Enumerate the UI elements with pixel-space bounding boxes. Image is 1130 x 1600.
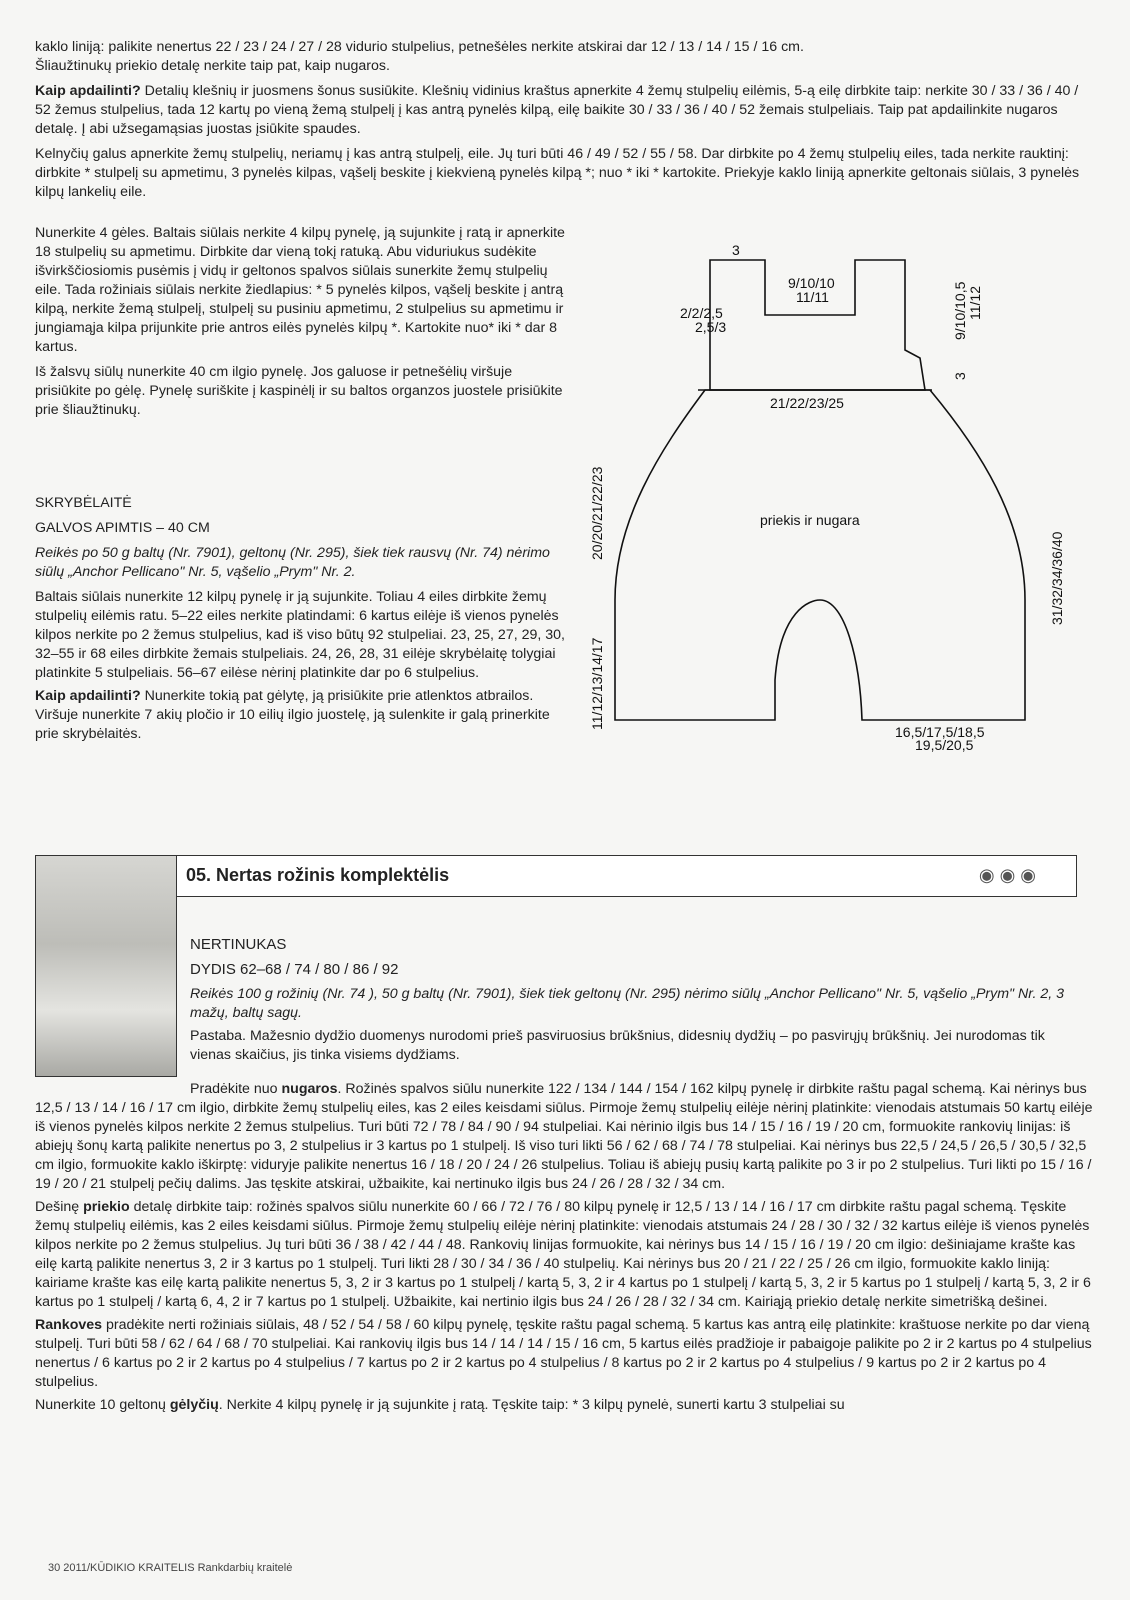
section-req: Reikės 100 g rožinių (Nr. 74 ), 50 g baltų (Nr. 7901), šiek tiek geltonų (Nr. 295) nėrimo siūlų „Anchor Pellicano" Nr. 5, vąšelio „Prym" Nr. 2, 3 mažų, baltų sagų. — [190, 986, 1065, 1021]
body-outline — [615, 390, 1025, 720]
paragraph: kaklo liniją: palikite nenertus 22 / 23 / 24 / 27 / 28 vidurio stulpelius, petnešėles nerkite atskirai dar 12 / 13 / 14 / 15 / 16 cm. — [35, 39, 804, 55]
text: detalę dirbkite taip: rožinės spalvos siūlu nunerkite 60 / 66 / 72 / 76 / 80 kilpų pynelę ir 12,5 / 13 / 14 / 16 / 17 cm dirbkite raštu pagal schemą. Tęskite žemų stulpelių eilėmis, kas 2 eiles keisdami siūlus. Pirmoje žemų stulpelių eilėje nėrinį platinkite: vienodais atstumais 24 / 28 / 30 / 32 / 32 kartus eilėje iš vienos pynelės kilpos nerkite po 2 žemus stulpelius. Jų turi būti 36 / 38 / 42 / 44 / 48. Rankovių linijas formuokite, kai nėrinys bus 14 / 15 / 16 / 19 / 20 cm ilgio: dešiniajame krašte kas eilę kartą palikite nenertus 3, 2 ir 3 kartus po 1 stulpelį. Turi likti 28 / 30 / 34 / 36 / 40 stulpelių. Kai nėrinys bus 20 / 21 / 22 / 25 / 26 cm ilgio, formuokite kaklo liniją: kairiame krašte kas eilę kartą palikite nenertus 5, 3, 2 ir 3 kartus po 1 stulpelį / kartą 5, 3, 2 ir 4 kartus po 1 stulpelį / kartą 5, 3, 2 ir 5 kartus po 1 stulpelį / kartą 5, 3, 2 ir 6 kartus po 1 stulpelį / kartą 6, 4, 2 ir 7 kartus po 1 stulpelį. Užbaikite, kai nertinio ilgis bus 24 / 26 / 28 / 32 / 34 cm. Kairiąją priekio detalę nerkite simetrišką dešinei. — [35, 1199, 1091, 1310]
paragraph: Kelnyčių galus apnerkite žemų stulpelių, neriamų į kas antrą stulpelį, eile. Jų turi būti 46 / 49 / 52 / 55 / 58. Dar dirbkite po 4 žemų stulpelių eiles, tada nerkite rauktinį: dirbkite * stulpelį su apmetimu, 3 pynelės kilpas, vąšelį beskite į kiekvieną pynelės kilpą *; nuo * iki * kartokite. Priekyje kaklo liniją apnerkite geltonais siūlais, 3 pynelės kilpų lankelių eile. — [35, 146, 1080, 200]
paragraph: Iš žalsvų siūlų nunerkite 40 cm ilgio pynelę. Jos galuose ir petnešėlių viršuje prisiūkite po gėlę. Pynelę suriškite į kaspinėlį ir su baltos organzos juostele prisiūkite prie šliaužtinukų. — [35, 364, 563, 418]
text: priekio — [83, 1199, 130, 1215]
dim-right-a2: 11/12 — [967, 286, 983, 320]
paragraph — [35, 1316, 1095, 1392]
section-header — [35, 855, 1077, 897]
dim-neck2: 11/11 — [796, 289, 829, 305]
text: Detalių klešnių ir juosmens šonus susiūkite. Klešnių vidinius kraštus apnerkite 4 žemų stulpelių eilėmis, 5-ą eilę dirbkite taip: nerkite 30 / 33 / 36 / 40 / 52 žemus stulpelius, tada 12 kartų po vieną žemą stulpelį į kas antrą pynelės kilpą, eilę baikite 30 / 33 / 36 / 40 / 52 žemais stulpeliais. Taip pat apdailinkite nugaros detalę. Į abi užsegamąsias juostas įsiūkite spaudes. — [35, 83, 1079, 137]
dim-strap-height2: 2,5/3 — [695, 319, 727, 335]
heading: Kaip apdailinti? — [35, 688, 141, 704]
dim-bottom2: 19,5/20,5 — [915, 737, 974, 753]
dim-left-lower: 11/12/13/14/17 — [589, 637, 605, 730]
paragraph: Nunerkite 4 gėles. Baltais siūlais nerkite 4 kilpų pynelę, ją sujunkite į ratą ir apnerkite 18 stulpelių su apmetimu. Dirbkite dar vieną tokį ratuką. Abu viduriukus sudėkite išvirkščiosiomis pusėmis į vidų ir geltonos spalvos siūlais sunerkite žemų stulpelių eile. Tada rožiniais siūlais nerkite žiedlapius: * 5 pynelės kilpos, vąšelį beskite į antrą kilpą, nerkite žemą stulpelį, stulpelį su pusiniu apmetimu, 2 stulpelius su apmetimu ir jungiamąja kilpa prijunkite prie antros eilės pynelės kilpų *. Kartokite nuo* iki * dar 8 kartus. — [35, 225, 565, 355]
section-title: 05. Nertas rožinis komplektėlis — [186, 865, 450, 885]
dim-right-a: 9/10/10,5 — [952, 281, 968, 340]
section-intro — [190, 935, 1070, 1065]
dim-right-full: 31/32/34/36/40 — [1049, 531, 1065, 625]
hat-sub: GALVOS APIMTIS – 40 CM — [35, 520, 210, 536]
diagram-labels — [589, 242, 1065, 753]
section-body — [35, 1080, 1095, 1415]
top-text — [35, 38, 1095, 202]
page-footer: 30 2011/KŪDIKIO KRAITELIS Rankdarbių kraitelė — [48, 1562, 293, 1574]
text: . Nerkite 4 kilpų pynelę ir ją sujunkite į ratą. Tęskite taip: * 3 kilpų pynelė, sunerti kartu 3 stulpeliai su — [218, 1397, 845, 1413]
paragraph — [35, 687, 565, 744]
heading: Kaip apdailinti? — [35, 83, 141, 99]
dim-right-b: 3 — [952, 372, 968, 380]
dim-bottom1: 16,5/17,5/18,5 — [895, 724, 985, 740]
paragraph: Baltais siūlais nunerkite 12 kilpų pynelę ir ją sujunkite. Toliau 4 eiles dirbkite žemų stulpelių eilėmis ratu. 5–22 eiles nerkite platindami: 6 kartus eilėje iš vienos pynelės kilpos nerkite po 2 žemus stulpelius, kad iš viso būtų 92 stulpeliai. 23, 25, 27, 29, 30, 32–55 ir 68 eiles dirbkite žemais stulpeliais. 24, 26, 28, 31 eilėje skrybėlaitę tolygiai platinkite 5 stulpeliais. 56–67 eilėse nėrinį platinkite dar po 6 stulpelius. — [35, 589, 565, 681]
hat-section — [35, 494, 565, 744]
paragraph: Šliaužtinukų priekio detalę nerkite taip pat, kaip nugaros. — [35, 58, 390, 74]
pattern-diagram — [580, 240, 1100, 780]
dim-waist: 21/22/23/25 — [770, 395, 844, 411]
paragraph — [35, 1080, 1095, 1194]
text: Dešinę — [35, 1199, 84, 1215]
text: Rankoves — [35, 1317, 103, 1333]
hat-req: Reikės po 50 g baltų (Nr. 7901), geltonų (Nr. 295), šiek tiek rausvų (Nr. 74) nėrimo siūlų „Anchor Pellicano" Nr. 5, vąšelio „Prym" Nr. 2. — [35, 545, 550, 580]
sub2: DYDIS 62–68 / 74 / 80 / 86 / 92 — [190, 961, 399, 978]
left-column — [35, 224, 565, 420]
dim-strap-height: 2/2/2,5 — [680, 305, 723, 321]
difficulty-icons: ◉ ◉ ◉ — [978, 865, 1036, 885]
text: . Rožinės spalvos siūlu nunerkite 122 / 134 / 144 / 154 / 162 kilpų pynelę ir dirbkite raštu pagal schemą. Kai nėrinys bus 12,5 / 13 / 14 / 16 / 17 cm ilgio, dirbkite žemų stulpelių eiles, kas 2 eiles keisdami siūlus. Pirmoje žemų stulpelių eilėje nėrinį platinkite: vienodais atstumais 50 kartų eilėje iš vienos pynelės kilpos nerkite 2 žemus stulpelius. Turi būti 72 / 78 / 84 / 90 / 94 stulpeliai. Kai nėrinio ilgis bus 14 / 15 / 16 / 19 / 20 cm, formuokite rankovių linijas: iš abiejų šonų kartą palikite nenertus po 3, 2 stulpelius ir 3 kartus po 1 stulpelį. Iš viso turi likti 56 / 62 / 68 / 74 / 78 stulpeliai. Kai nėrinys bus 22,5 / 24,5 / 26,5 / 30,5 / 32,5 cm ilgio, formuokite kaklo iškirptę: viduryje palikite nenertus 16 / 18 / 20 / 24 / 26 stulpelius. Toliau iš abiejų pusių kartą palikite po 3 ir po 2 stulpelius. Turi likti po 15 / 16 / 19 / 20 / 21 stulpelį pečių dalims. Jas tęskite atskirai, užbaikite, kai nertinuko ilgis bus 24 / 26 / 28 / 32 / 34 cm. — [35, 1081, 1093, 1192]
dim-left-upper: 20/20/21/22/23 — [589, 466, 605, 560]
section-note: Pastaba. Mažesnio dydžio duomenys nurodomi prieš pasviruosius brūkšnius, didesnių dydžių – po pasvirųjų brūkšnių. Jei nurodomas tik vienas skaičius, jis tinka visiems dydžiams. — [190, 1028, 1045, 1063]
text: nugaros — [281, 1081, 338, 1097]
paragraph — [35, 82, 1095, 139]
hat-title: SKRYBĖLAITĖ — [35, 495, 132, 511]
dim-strap-width: 3 — [732, 242, 740, 258]
text: Pradėkite nuo — [190, 1081, 282, 1097]
dim-neck: 9/10/10 — [788, 275, 835, 291]
paragraph — [35, 1198, 1095, 1312]
text: gėlyčių — [169, 1397, 219, 1413]
sub1: NERTINUKAS — [190, 936, 287, 953]
paragraph — [35, 1396, 1095, 1415]
diagram-label: priekis ir nugara — [760, 512, 860, 528]
text: pradėkite nerti rožiniais siūlais, 48 / 52 / 54 / 58 / 60 kilpų pynelę, tęskite raštu pagal schemą. 5 kartus kas antrą eilę platinkite: kraštuose nerkite po dar vieną stulpelį. Turi būti 58 / 62 / 64 / 68 / 70 stulpeliai. Kai rankovių ilgis bus 14 / 14 / 14 / 15 / 16 cm, 5 kartus eilės pradžioje ir pabaigoje palikite po 2 ir 2 kartus po 4 stulpelius nenertus / 6 kartus po 2 ir 2 kartus po 4 stulpelius / 7 kartus po 2 ir 2 kartus po 4 stulpelius / 8 kartus po 2 ir 2 kartus po 4 stulpelius / 9 kartus po 2 ir 2 kartus po 4 stulpelius. — [35, 1317, 1092, 1390]
product-photo — [35, 855, 177, 1077]
text: Nunerkite tokią pat gėlytę, ją prisiūkite prie atlenktos atbrailos. Viršuje nunerkite 7 akių pločio ir 10 eilių ilgio juostelę, ją sulenkite ir galą prinerkite prie skrybėlaitės. — [35, 688, 550, 742]
text: Nunerkite 10 geltonų — [35, 1397, 170, 1413]
